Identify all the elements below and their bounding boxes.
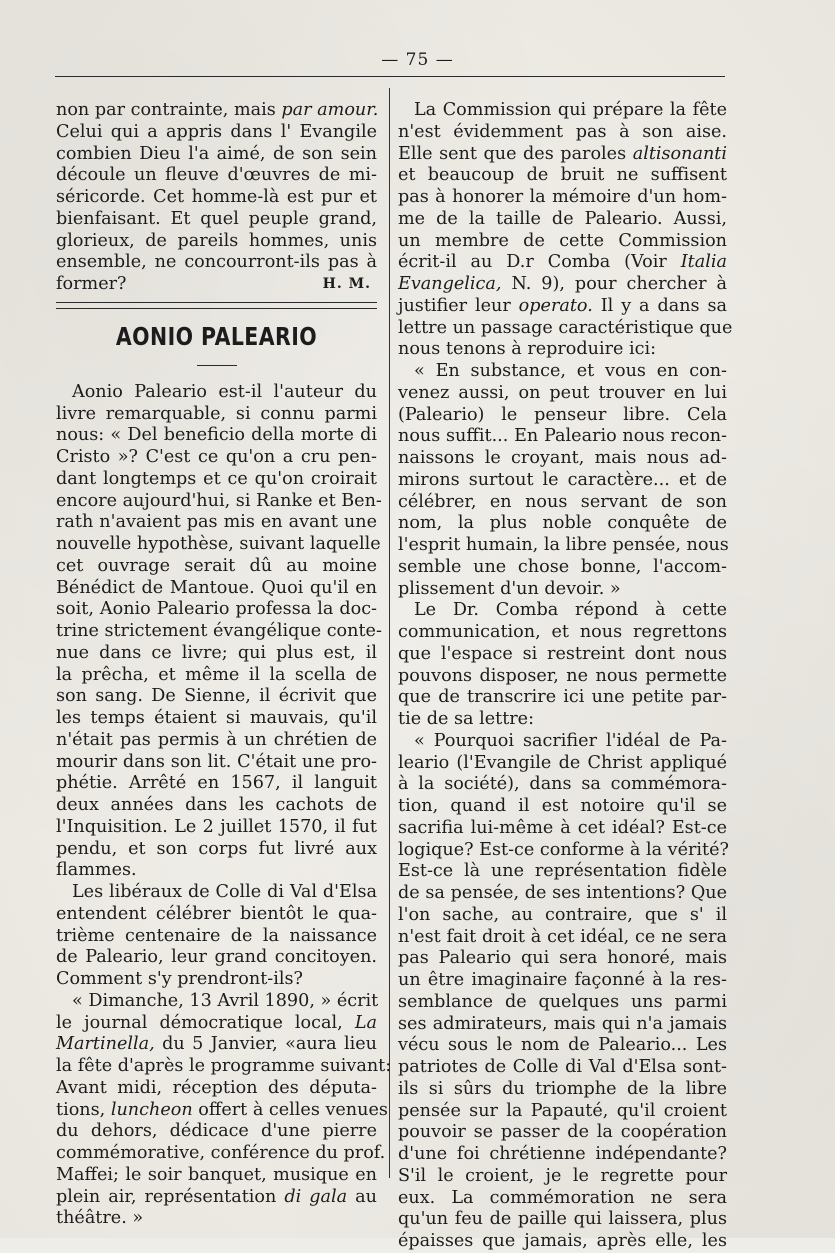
text-line: dant longtemps et ce qu'on croirait bbox=[56, 468, 377, 489]
text-line: découle un fleuve d'œuvres de mi- bbox=[56, 165, 377, 186]
text-line: phétie. Arrêté en 1567, il languit bbox=[56, 773, 377, 794]
text-line: n'est fait droit à cet idéal, ce ne sera bbox=[398, 926, 727, 947]
text-line: pas Paleario qui sera honoré, mais bbox=[398, 948, 727, 969]
closing-line bbox=[56, 274, 377, 296]
text-line: trième centenaire de la naissance bbox=[56, 925, 377, 946]
text-line: Avant midi, réception des députa- bbox=[56, 1077, 377, 1098]
text-line: nous suffit... En Paleario nous recon- bbox=[398, 426, 727, 447]
text-line: le journal démocratique local, La bbox=[56, 1012, 377, 1033]
text-line: justifier leur operato. Il y a dans sa bbox=[398, 295, 727, 316]
article-title: AONIO PALEARIO bbox=[115, 321, 318, 351]
text-line: deux années dans les cachots de bbox=[56, 795, 377, 815]
text-line: l'on sache, au contraire, que s' il bbox=[398, 904, 727, 925]
text-line: épaisses que jamais, après elle, les bbox=[398, 1231, 727, 1251]
text-line: nous: « Del beneficio della morte di bbox=[56, 425, 377, 446]
text-line: pas à honorer la mémoire d'un hom- bbox=[398, 187, 727, 207]
text-line: plein air, représentation di gala au bbox=[56, 1186, 377, 1207]
header-rule bbox=[55, 76, 725, 77]
text-line: cet ouvrage serait dû au moine bbox=[56, 555, 377, 576]
text-line: Est-ce là une représentation fidèle bbox=[398, 861, 727, 882]
text-line: Celui qui a appris dans l' Evangile bbox=[56, 121, 377, 142]
text-line: l'esprit humain, la libre pensée, nous bbox=[398, 535, 729, 555]
text-line: célébrer, en nous servant de son bbox=[398, 491, 727, 512]
text-line: S'il le croient, je le regrette pour bbox=[398, 1165, 727, 1186]
text-line: que l'espace si restreint dont nous bbox=[398, 643, 727, 664]
text-line: pensée sur la Papauté, qu'il croient bbox=[398, 1100, 727, 1121]
author-signature: H. M. bbox=[322, 276, 371, 292]
text-line: bienfaisant. Et quel peuple grand, bbox=[56, 208, 377, 229]
text-line: Le Dr. Comba répond à cette bbox=[414, 600, 727, 621]
text-line: pouvoir se passer de la coopération bbox=[398, 1122, 727, 1143]
title-rule bbox=[197, 365, 237, 366]
text-line: glorieux, de pareils hommes, unis bbox=[56, 230, 377, 251]
text-line: ses admirateurs, mais qui n'a jamais bbox=[398, 1013, 727, 1034]
text-line: sacrifia lui-même à cet idéal? Est-ce bbox=[398, 817, 727, 838]
text-line: former? bbox=[56, 274, 127, 294]
text-line: de Paleario, leur grand concitoyen. bbox=[56, 947, 377, 968]
text-line: tion, quand il est notoire qu'il se bbox=[398, 796, 727, 816]
text-line: du dehors, dédicace d'une pierre bbox=[56, 1121, 377, 1142]
text-line: lettre un passage caractéristique que bbox=[398, 317, 733, 338]
text-line: naissons le croyant, mais nous ad- bbox=[398, 448, 727, 468]
text-line: la fête d'après le programme suivant: bbox=[56, 1056, 392, 1076]
text-line: ils si sûrs du triomphe de la libre bbox=[398, 1078, 727, 1099]
text-line: à la société), dans sa commémora- bbox=[398, 774, 727, 795]
text-line: nous tenons à reproduire ici: bbox=[398, 339, 657, 360]
text-line: la prêcha, et même il la scella de bbox=[56, 664, 377, 685]
left-column bbox=[56, 100, 392, 1230]
text-line: non par contrainte, mais par amour. bbox=[56, 100, 379, 120]
text-line: écrit-il au D.r Comba (Voir Italia bbox=[398, 252, 727, 273]
text-line: un être imaginaire façonné à la res- bbox=[398, 970, 727, 990]
text-line: soit, Aonio Paleario professa la doc- bbox=[56, 599, 377, 620]
text-line: patriotes de Colle di Val d'Elsa sont- bbox=[398, 1057, 727, 1077]
text-line: nouvelle hypothèse, suivant laquelle bbox=[56, 534, 381, 554]
page-number: — 75 — bbox=[381, 50, 454, 70]
text-line: Martinella, du 5 Janvier, «aura lieu bbox=[56, 1034, 377, 1055]
text-line: Maffei; le soir banquet, musique en bbox=[56, 1164, 377, 1185]
text-line: pendu, et son corps fut livré aux bbox=[56, 838, 377, 859]
text-line: combien Dieu l'a aimé, de son sein bbox=[56, 143, 377, 164]
text-line: l'Inquisition. Le 2 juillet 1570, il fut bbox=[56, 816, 377, 837]
text-line: encore aujourd'hui, si Ranke et Ben- bbox=[56, 490, 382, 511]
text-line: flammes. bbox=[56, 860, 137, 881]
right-column bbox=[398, 100, 733, 1253]
text-line: mirons surtout le caractère... et de bbox=[398, 469, 727, 490]
text-line: Les libéraux de Colle di Val d'Elsa bbox=[72, 882, 377, 902]
text-line: Evangelica, N. 9), pour chercher à bbox=[398, 274, 727, 294]
text-line: tie de sa lettre: bbox=[398, 709, 535, 729]
text-line: « Pourquoi sacrifier l'idéal de Pa- bbox=[414, 730, 727, 751]
text-line: livre remarquable, si connu parmi bbox=[56, 403, 377, 424]
text-line: pouvons disposer, ne nous permette bbox=[398, 665, 727, 686]
text-line: eux. La commémoration ne sera bbox=[398, 1187, 727, 1208]
text-line: Cristo »? C'est ce qu'on a cru pen- bbox=[56, 447, 377, 467]
text-line: d'une foi chrétienne indépendante? bbox=[398, 1144, 727, 1164]
text-line: théâtre. » bbox=[56, 1208, 144, 1229]
text-line: n'est évidemment pas à son aise. bbox=[398, 121, 727, 142]
text-line: La Commission qui prépare la fête bbox=[414, 100, 727, 120]
text-line: les temps étaient si mauvais, qu'il bbox=[56, 708, 377, 728]
text-line: son sang. De Sienne, il écrivit que bbox=[56, 686, 377, 707]
text-line: trine strictement évangélique conte- bbox=[56, 621, 382, 641]
text-line: séricorde. Cet homme-là est pur et bbox=[56, 187, 377, 207]
text-line: n'était pas permis à un chrétien de bbox=[56, 729, 377, 750]
text-line: commémorative, conférence du prof. bbox=[56, 1143, 386, 1163]
text-line: tions, luncheon offert à celles venues bbox=[56, 1099, 388, 1120]
text-line: Aonio Paleario est-il l'auteur du bbox=[72, 381, 377, 402]
text-line: qu'un feu de paille qui laissera, plus bbox=[398, 1209, 727, 1230]
text-line: semble une chose bonne, l'accom- bbox=[398, 556, 727, 577]
text-line: communication, et nous regrettons bbox=[398, 622, 727, 642]
text-line: un membre de cette Commission bbox=[398, 230, 727, 251]
text-line: leario (l'Evangile de Christ appliqué bbox=[398, 752, 727, 773]
text-line: me de la taille de Paleario. Aussi, bbox=[398, 208, 727, 229]
text-line: nom, la plus noble conquête de bbox=[398, 513, 727, 534]
text-line: que de transcrire ici une petite par- bbox=[398, 687, 727, 708]
text-line: venez aussi, on peut trouver en lui bbox=[398, 382, 727, 403]
column-divider bbox=[389, 88, 390, 1178]
text-line: mourir dans son lit. C'était une pro- bbox=[56, 751, 377, 772]
text-line: Elle sent que des paroles altisonanti bbox=[398, 143, 727, 164]
text-line: logique? Est-ce conforme à la vérité? bbox=[398, 839, 729, 860]
text-line: vécu sous le nom de Paleario... Les bbox=[398, 1035, 727, 1056]
text-line: plissement d'un devoir. » bbox=[398, 578, 621, 599]
text-line: entendent célébrer bientôt le qua- bbox=[56, 903, 377, 924]
text-line: « Dimanche, 13 Avril 1890, » écrit bbox=[72, 990, 379, 1011]
text-line: de sa pensée, de ses intentions? Que bbox=[398, 883, 727, 903]
text-line: rath n'avaient pas mis en avant une bbox=[56, 512, 377, 533]
text-line: nue dans ce livre; qui plus est, il bbox=[56, 642, 377, 663]
text-line: et beaucoup de bruit ne suffisent bbox=[398, 165, 727, 186]
text-line: « En substance, et vous en con- bbox=[414, 361, 727, 381]
text-line: semblance de quelques uns parmi bbox=[398, 991, 727, 1012]
text-line: Bénédict de Mantoue. Quoi qu'il en bbox=[56, 577, 377, 598]
text-line: ensemble, ne concourront-ils pas à bbox=[56, 252, 377, 273]
text-line: Comment s'y prendront-ils? bbox=[56, 969, 303, 989]
section-divider bbox=[56, 302, 377, 309]
text-line: (Paleario) le penseur libre. Cela bbox=[398, 404, 727, 425]
